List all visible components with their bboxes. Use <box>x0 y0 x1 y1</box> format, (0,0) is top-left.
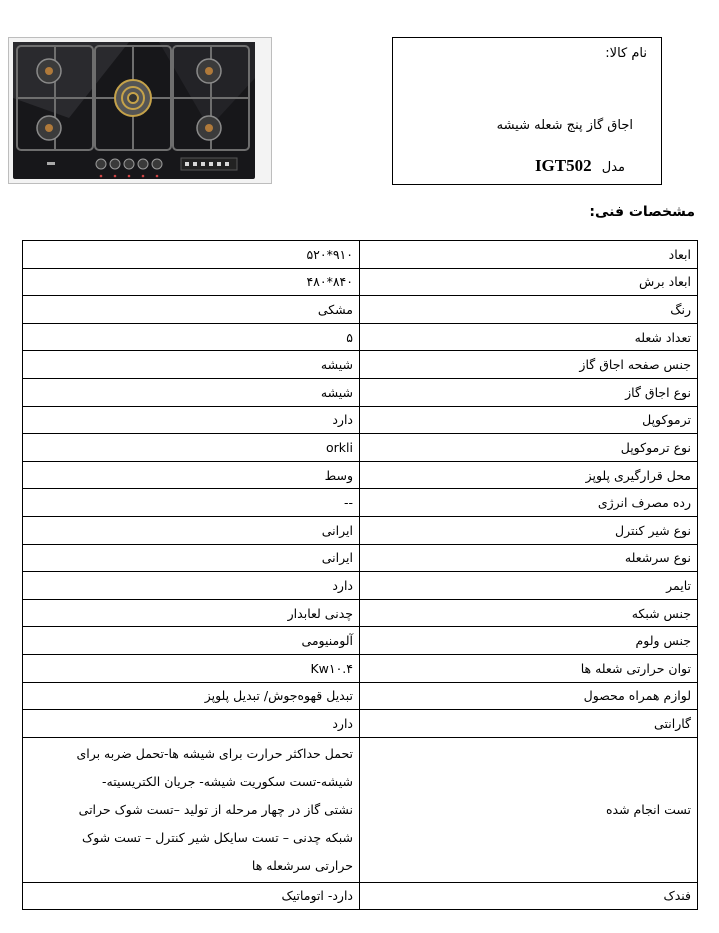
spec-value: شیشه <box>23 351 360 379</box>
table-row <box>23 241 698 269</box>
spec-label: نوع ترموکوپل <box>360 434 698 462</box>
table-row <box>23 516 698 544</box>
spec-label: جنس صفحه اجاق گاز <box>360 351 698 379</box>
spec-label: توان حرارتی شعله ها <box>360 654 698 682</box>
product-image <box>8 37 272 184</box>
test-line: تحمل حداکثر حرارت برای شیشه ها-تحمل ضربه برای <box>76 745 353 761</box>
spec-label: گارانتی <box>360 710 698 738</box>
spec-value: دارد <box>23 572 360 600</box>
spec-value: دارد- اتوماتیک <box>23 882 360 910</box>
table-row <box>23 572 698 600</box>
table-row <box>23 351 698 379</box>
spec-label: ابعاد برش <box>360 268 698 296</box>
table-row <box>23 323 698 351</box>
spec-value: ایرانی <box>23 516 360 544</box>
spec-value: ایرانی <box>23 544 360 572</box>
model-code: IGT502 <box>534 156 592 175</box>
spec-label: نوع اجاق گاز <box>360 378 698 406</box>
spec-value: شیشه <box>23 378 360 406</box>
product-name-box <box>392 37 662 185</box>
table-row <box>23 268 698 296</box>
spec-value: Kw۱۰.۴ <box>23 654 360 682</box>
spec-value: وسط <box>23 461 360 489</box>
model-label: مدل <box>601 160 625 175</box>
test-line: نشتی گاز در چهار مرحله از تولید –تست شوک حراتی <box>78 801 353 817</box>
specs-heading: مشخصات فنی: <box>589 204 695 220</box>
table-row <box>23 737 698 882</box>
test-line: حرارتی سرشعله ها <box>251 857 353 873</box>
table-row <box>23 682 698 710</box>
spec-value: -- <box>23 489 360 517</box>
spec-value: ۸۴۰*۴۸۰ <box>23 268 360 296</box>
spec-value-multiline <box>23 737 360 882</box>
spec-label: جنس ولوم <box>360 627 698 655</box>
table-row <box>23 599 698 627</box>
table-row <box>23 434 698 462</box>
spec-value: ۵ <box>23 323 360 351</box>
table-row <box>23 461 698 489</box>
spec-label: جنس شبکه <box>360 599 698 627</box>
spec-value: دارد <box>23 406 360 434</box>
table-row <box>23 378 698 406</box>
spec-label: نوع شیر کنترل <box>360 516 698 544</box>
test-line: شبکه چدنی – تست سایکل شیر کنترل – تست شوک <box>82 829 353 845</box>
spec-value: دارد <box>23 710 360 738</box>
table-row <box>23 627 698 655</box>
spec-label: فندک <box>360 882 698 910</box>
spec-value: مشکی <box>23 296 360 324</box>
table-row <box>23 710 698 738</box>
spec-value: تبدیل قهوه‌جوش/ تبدیل پلوپز <box>23 682 360 710</box>
spec-label: رده مصرف انرژی <box>360 489 698 517</box>
test-line: شیشه-تست سکوریت شیشه- جریان الکتریسیته- <box>102 773 353 789</box>
product-title: اجاق گاز پنج شعله شیشه <box>496 118 633 133</box>
spec-label: تایمر <box>360 572 698 600</box>
gas-hob-illustration <box>9 38 271 183</box>
spec-value: orkli <box>23 434 360 462</box>
spec-value: ۹۱۰*۵۲۰ <box>23 241 360 269</box>
spec-label: محل قرارگیری پلوپز <box>360 461 698 489</box>
table-row <box>23 882 698 910</box>
table-row <box>23 489 698 517</box>
specs-table <box>22 240 698 910</box>
spec-label: نوع سرشعله <box>360 544 698 572</box>
spec-value: آلومنیومی <box>23 627 360 655</box>
table-row <box>23 296 698 324</box>
spec-label: ابعاد <box>360 241 698 269</box>
table-row <box>23 406 698 434</box>
product-name-label: نام کالا: <box>605 46 647 61</box>
spec-label: ترموکوپل <box>360 406 698 434</box>
spec-label: تعداد شعله <box>360 323 698 351</box>
model-line <box>535 156 625 176</box>
spec-label: تست انجام شده <box>360 737 698 882</box>
spec-label: رنگ <box>360 296 698 324</box>
spec-value: چدنی لعابدار <box>23 599 360 627</box>
table-row <box>23 544 698 572</box>
table-row <box>23 654 698 682</box>
spec-label: لوازم همراه محصول <box>360 682 698 710</box>
